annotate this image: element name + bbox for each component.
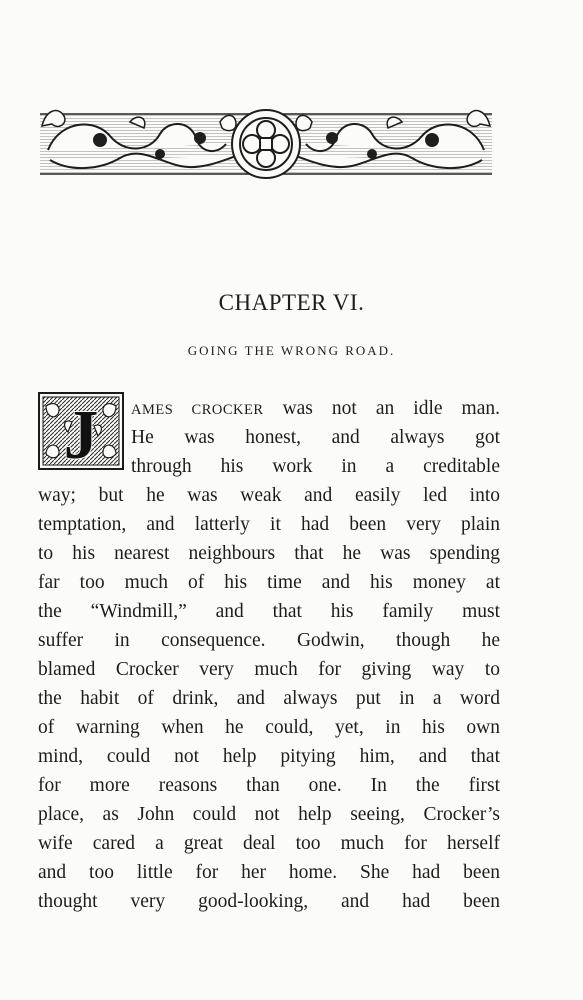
text-line-3: through his work in a creditable bbox=[131, 456, 500, 477]
text-line-15: place, as John could not help seeing, Crocker’s bbox=[38, 804, 500, 825]
text-line-12: of warning when he could, yet, in his own bbox=[38, 717, 500, 738]
first-words-small-caps: AMES CROCKER bbox=[131, 402, 264, 418]
text-line-5: temptation, and latterly it had been very plain bbox=[38, 514, 500, 535]
text-line-4: way; but he was weak and easily led into bbox=[38, 485, 500, 506]
text-line-6: to his nearest neighbours that he was spending bbox=[38, 543, 500, 564]
text-line-2: He was honest, and always got bbox=[131, 427, 500, 448]
text-line-13: mind, could not help pitying him, and that bbox=[38, 746, 500, 767]
drop-cap-letter: J bbox=[63, 397, 99, 470]
text-line-1 bbox=[131, 394, 500, 423]
text-line-8: the “Windmill,” and that his family must bbox=[38, 601, 500, 622]
drop-cap-initial bbox=[38, 392, 124, 470]
text-line-9: suffer in consequence. Godwin, though he bbox=[38, 630, 500, 651]
text-line-10: blamed Crocker very much for giving way to bbox=[38, 659, 500, 680]
text-line-18: thought very good-looking, and had been bbox=[38, 891, 500, 912]
decorative-headpiece bbox=[40, 100, 492, 182]
text-line-17: and too little for her home. She had been bbox=[38, 862, 500, 883]
text-line-14: for more reasons than one. In the first bbox=[38, 775, 500, 796]
text-line-7: far too much of his time and his money at bbox=[38, 572, 500, 593]
text-line-11: the habit of drink, and always put in a word bbox=[38, 688, 500, 709]
chapter-title: CHAPTER VI. bbox=[218, 290, 365, 315]
chapter-subtitle: GOING THE WRONG ROAD. bbox=[187, 343, 396, 358]
first-line-rest: was not an idle man. bbox=[263, 398, 500, 419]
text-line-16: wife cared a great deal too much for herself bbox=[38, 833, 500, 854]
